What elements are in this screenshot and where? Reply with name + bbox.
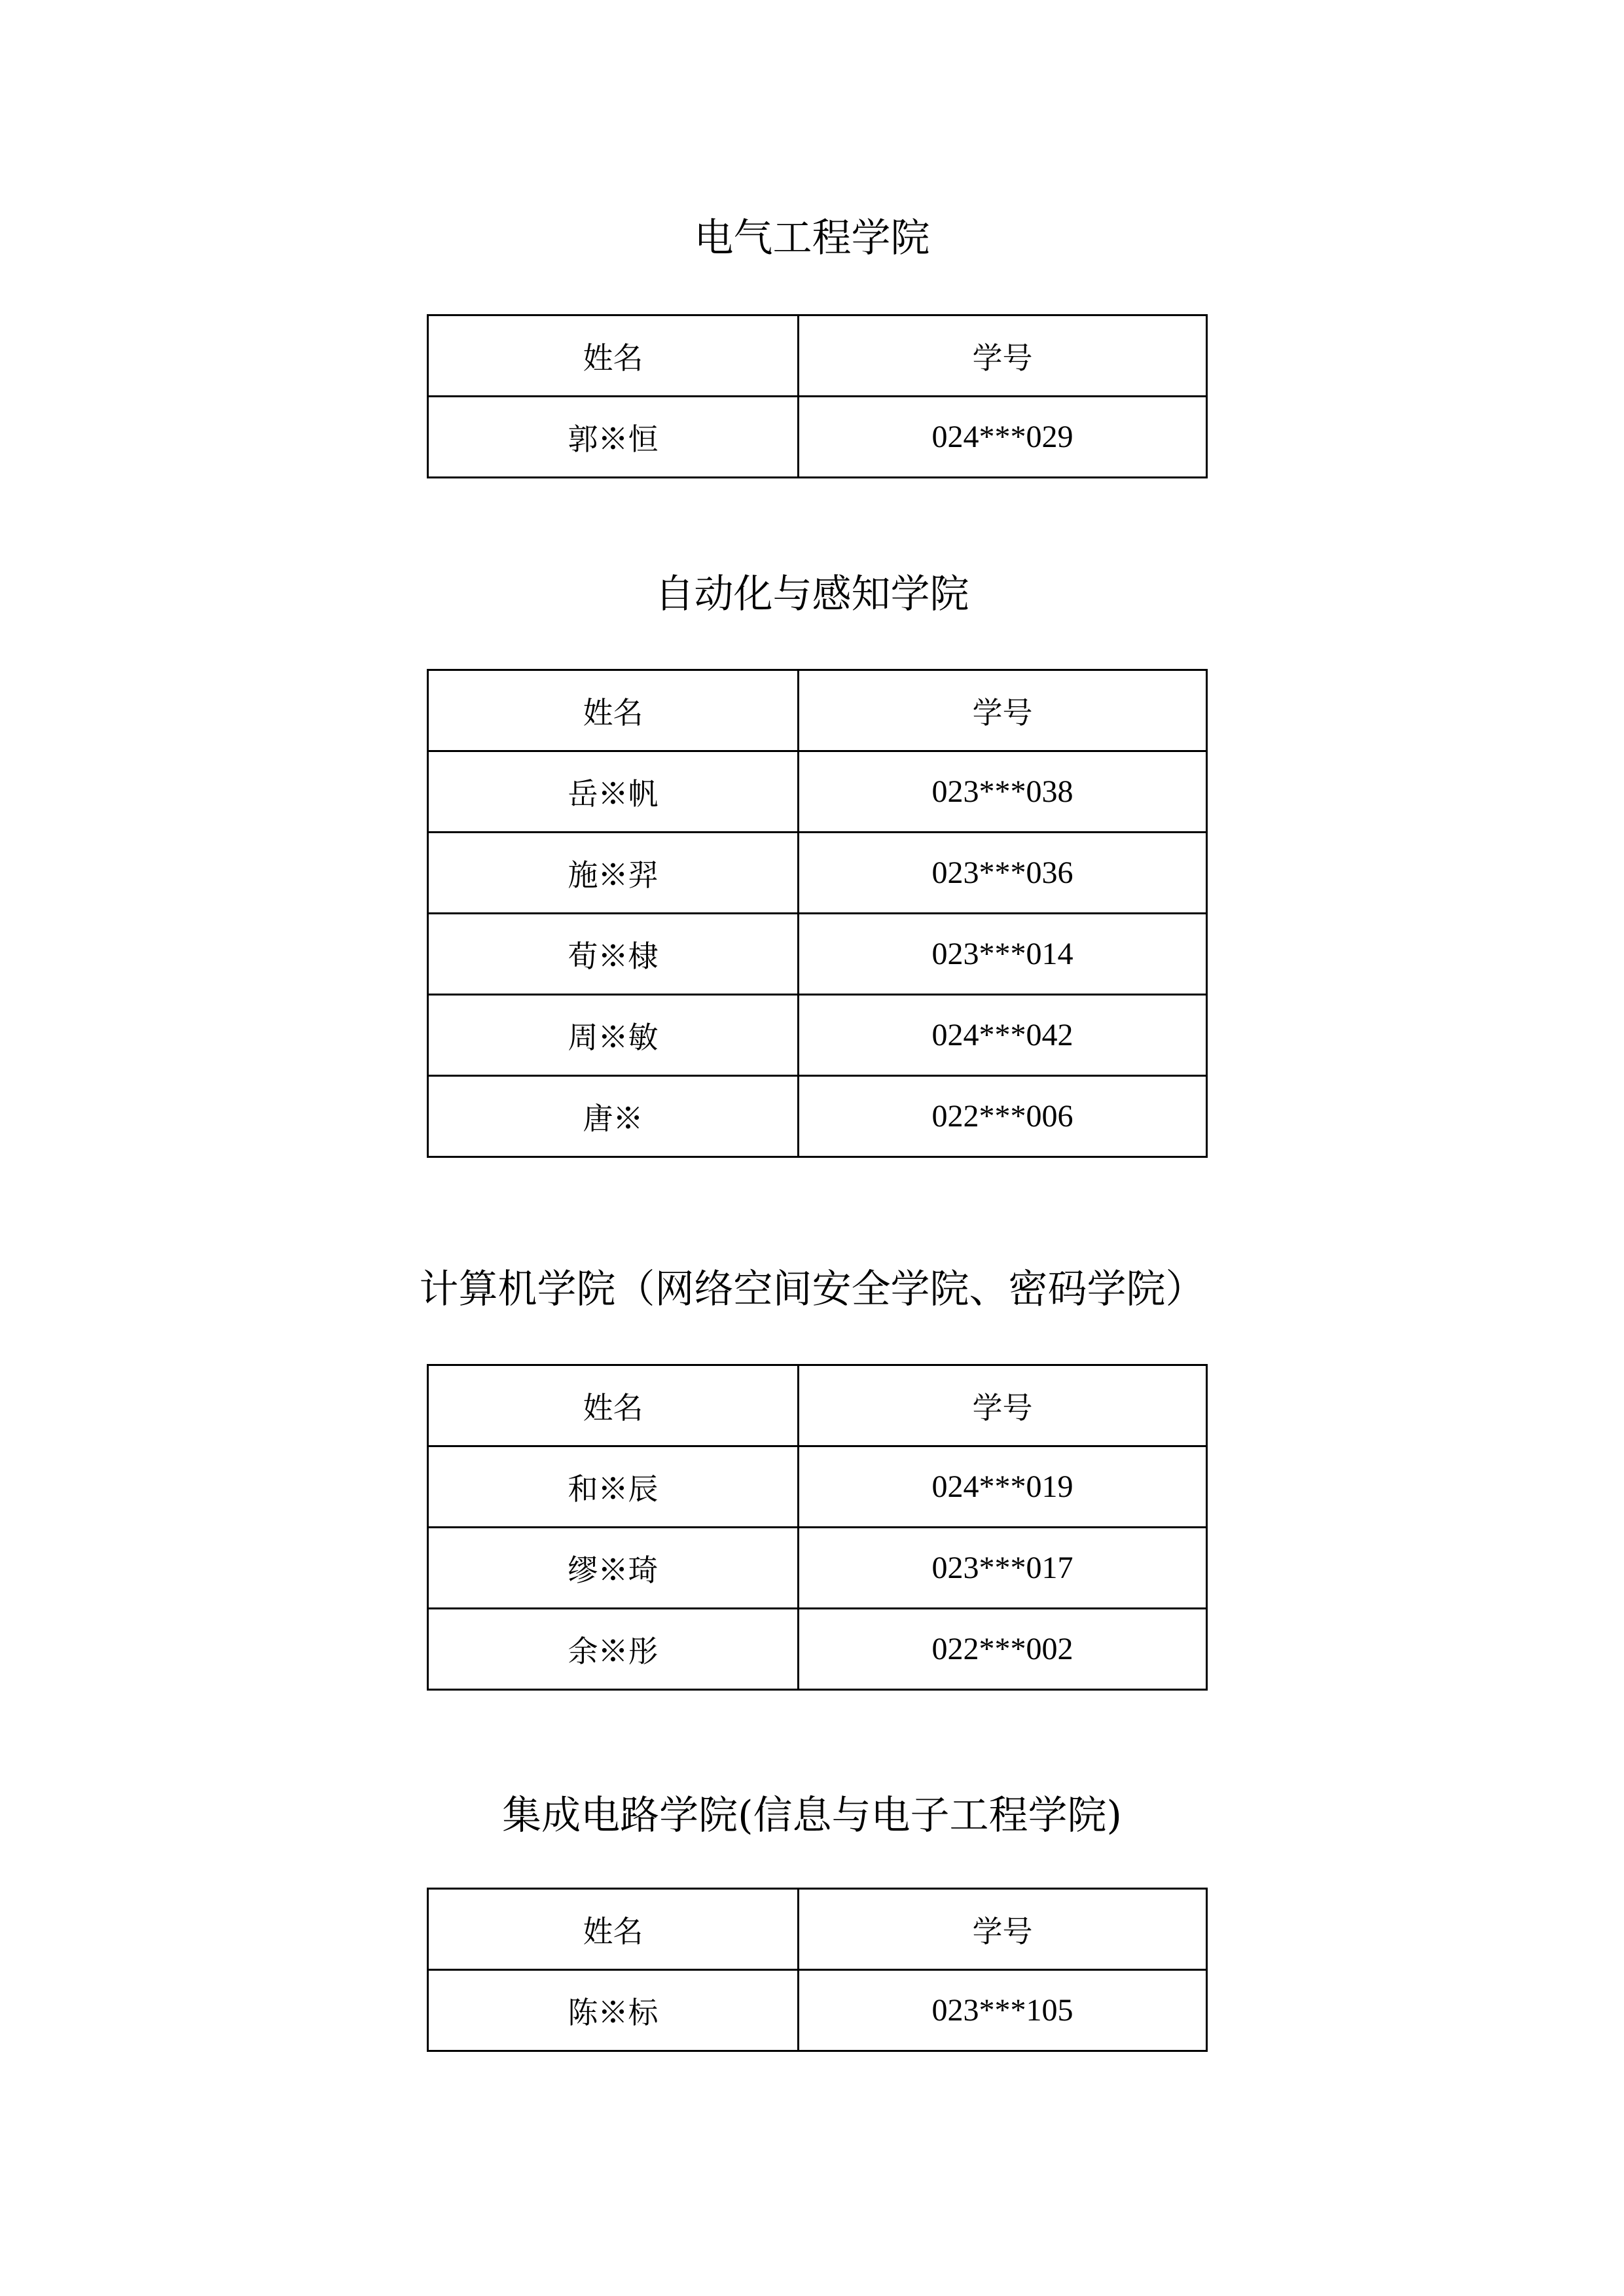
section-title: 电气工程学院: [694, 215, 930, 261]
student-name: 荀※棣: [428, 914, 799, 995]
table-row: [428, 1528, 1207, 1609]
student-name: 施※羿: [428, 833, 799, 914]
table-row: [428, 833, 1207, 914]
student-name: 和※辰: [428, 1446, 799, 1528]
header-student-id: 学号: [799, 670, 1207, 751]
table-row: [428, 1609, 1207, 1690]
student-id: 024***029: [799, 397, 1207, 478]
student-id: 022***002: [799, 1609, 1207, 1690]
student-name: 岳※帆: [428, 751, 799, 833]
header-name: 姓名: [428, 315, 799, 397]
student-name: 郭※恒: [428, 397, 799, 478]
student-id: 023***036: [799, 833, 1207, 914]
roster-table: [427, 1364, 1208, 1691]
header-name: 姓名: [428, 1889, 799, 1970]
table-row: [428, 995, 1207, 1076]
header-student-id: 学号: [799, 1889, 1207, 1970]
student-name: 余※彤: [428, 1609, 799, 1690]
student-name: 缪※琦: [428, 1528, 799, 1609]
student-name: 唐※: [428, 1076, 799, 1157]
table-header-row: [428, 315, 1207, 397]
header-student-id: 学号: [799, 1365, 1207, 1446]
student-id: 023***105: [799, 1970, 1207, 2051]
header-student-id: 学号: [799, 315, 1207, 397]
student-id: 024***019: [799, 1446, 1207, 1528]
student-name: 周※敏: [428, 995, 799, 1076]
table-header-row: [428, 1365, 1207, 1446]
student-id: 022***006: [799, 1076, 1207, 1157]
table-row: [428, 914, 1207, 995]
section-title: 自动化与感知学院: [655, 571, 969, 617]
table-row: [428, 1970, 1207, 2051]
student-name: 陈※标: [428, 1970, 799, 2051]
section-title: 集成电路学院(信息与电子工程学院): [502, 1793, 1122, 1839]
section-title: 计算机学院（网络空间安全学院、密码学院）: [419, 1266, 1205, 1312]
header-name: 姓名: [428, 1365, 799, 1446]
table-header-row: [428, 670, 1207, 751]
header-name: 姓名: [428, 670, 799, 751]
roster-table: [427, 1888, 1208, 2052]
table-row: [428, 1076, 1207, 1157]
table-header-row: [428, 1889, 1207, 1970]
student-id: 023***038: [799, 751, 1207, 833]
table-row: [428, 751, 1207, 833]
student-id: 024***042: [799, 995, 1207, 1076]
table-row: [428, 1446, 1207, 1528]
table-row: [428, 397, 1207, 478]
student-id: 023***014: [799, 914, 1207, 995]
roster-table: [427, 669, 1208, 1158]
student-id: 023***017: [799, 1528, 1207, 1609]
roster-table: [427, 314, 1208, 478]
